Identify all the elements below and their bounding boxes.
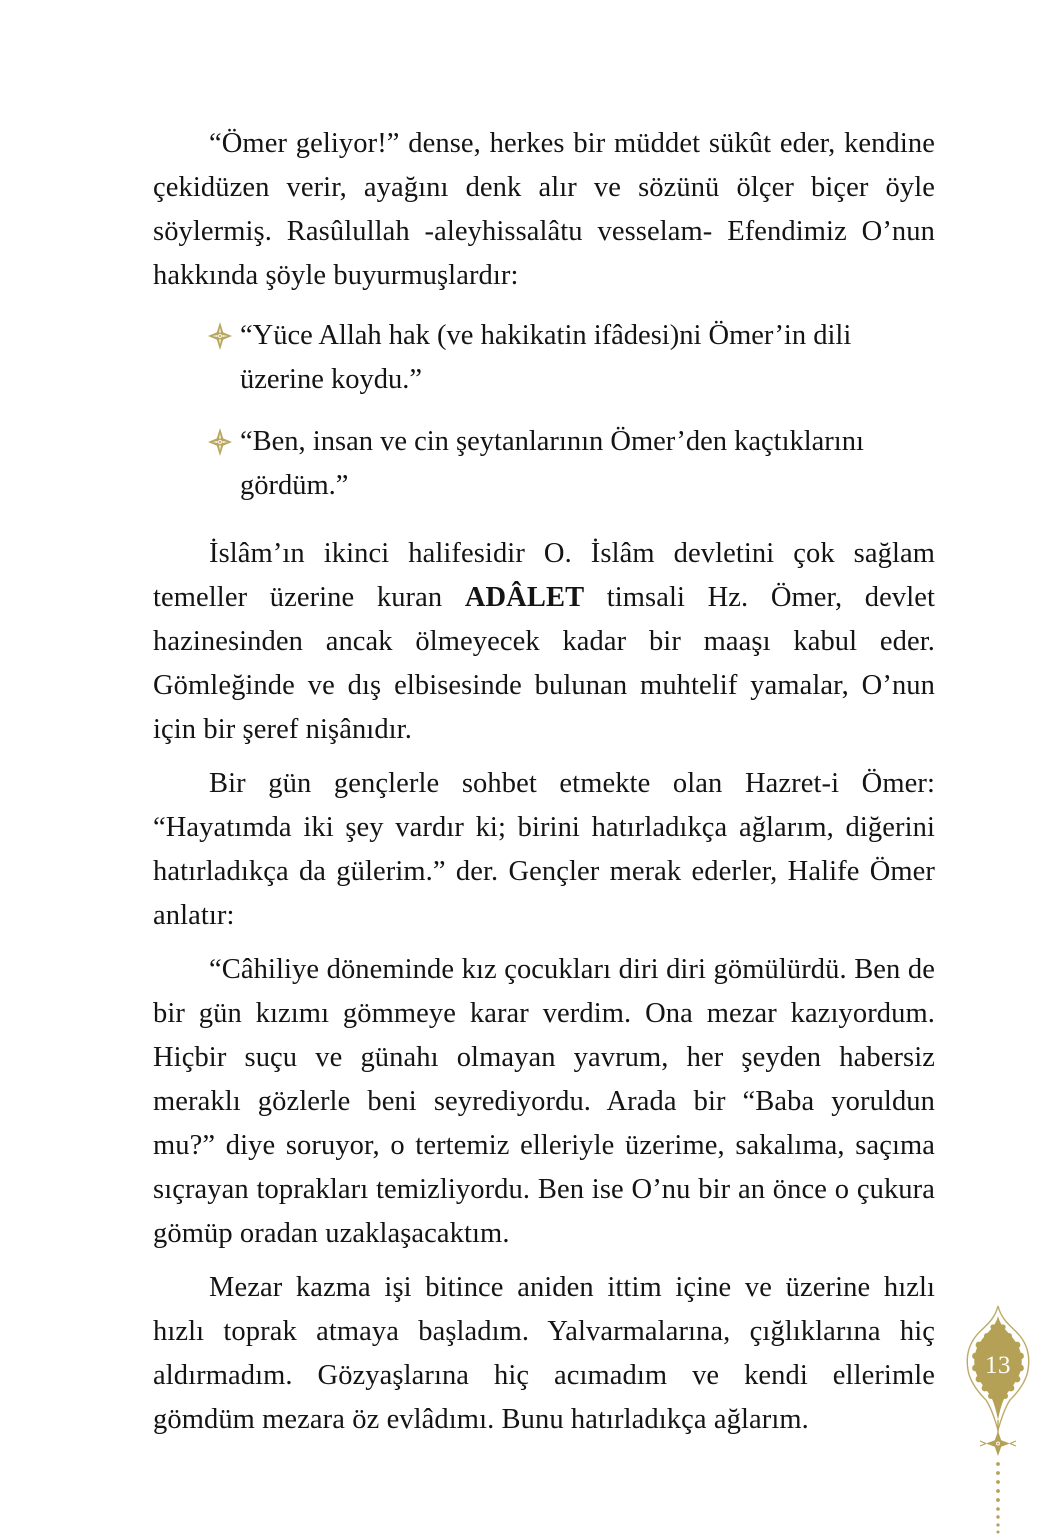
paragraph-3: Bir gün gençlerle sohbet etmekte olan Hazret-i Ömer: “Hayatımda iki şey vardır ki; birini hatırladıkça ağlarım, diğerini hatırladıkça da gülerim.” der. Gençler merak ederler, Halife Ömer anlatır: xyxy=(153,768,935,931)
dotted-tail-icon xyxy=(996,1462,1000,1533)
page-number: 13 xyxy=(985,1352,1011,1379)
spacer xyxy=(153,752,935,762)
paragraph-2 xyxy=(153,532,935,752)
lower-fleuron-icon xyxy=(980,1431,1016,1456)
paragraph-2-text-after: timsali Hz. Ömer, devlet hazinesinden ancak ölmeyecek kadar bir maaşı kabul eder. Gömleğinde ve dış elbisesinde bulunan muhtelif yamalar, O’nun için bir şeref nişânıdır. xyxy=(153,582,935,745)
quote-list xyxy=(153,314,935,508)
fleuron-diamond-icon xyxy=(208,428,232,456)
paragraph-1: “Ömer geliyor!” dense, herkes bir müddet sükût eder, kendine çekidüzen verir, ayağını denk alır ve sözünü ölçer biçer öyle söylermiş. Rasûlullah -aleyhissalâtu vesselam- Efendimiz O’nun hakkında şöyle buyurmuşlardır: xyxy=(153,128,935,291)
page-number-ornament xyxy=(948,1300,1048,1535)
fleuron-diamond-icon xyxy=(208,322,232,350)
spacer xyxy=(153,522,935,532)
paragraph-4: “Câhiliye döneminde kız çocukları diri diri gömülürdü. Ben de bir gün kızımı gömmeye karar verdim. Ona mezar kazıyordum. Hiçbir suçu ve günahı olmayan yavrum, her şeyden habersiz meraklı gözlerle beni seyrediyordu. Arada bir “Baba yoruldun mu?” diye soruyor, o tertemiz elleriyle üzerime, sakalıma, saçıma sıçrayan toprakları temizliyordu. Ben ise O’nu bir an önce o çukura gömüp oradan uzaklaşacaktım. xyxy=(153,954,935,1249)
paragraph-5: Mezar kazma işi bitince aniden ittim içine ve üzerine hızlı hızlı toprak atmaya başladım. Yalvarmalarına, çığlıklarına hiç aldırmadım. Gözyaşlarına hiç acımadım ve kendi ellerimle gömdüm mezara öz evlâdımı. Bunu hatırladıkça ağlarım. xyxy=(153,1272,935,1435)
spacer xyxy=(153,1256,935,1266)
list-item xyxy=(153,314,935,402)
text-column xyxy=(153,122,935,1442)
list-item xyxy=(153,420,935,508)
emphasis-adalet: ADÂLET xyxy=(464,582,585,613)
quote-text: “Yüce Allah hak (ve hakikatin ifâdesi)ni Ömer’in dili üzerine koydu.” xyxy=(240,320,852,395)
spacer xyxy=(153,938,935,948)
paragraph-2-text-before: İslâm’ın ikinci halifesidir O. İslâm devletini çok sağlam temeller üzerine kuran xyxy=(153,538,935,613)
quote-text: “Ben, insan ve cin şeytanlarının Ömer’den kaçtıklarını gördüm.” xyxy=(240,426,864,501)
pendant-medallion-ornament-icon xyxy=(948,1300,1048,1535)
